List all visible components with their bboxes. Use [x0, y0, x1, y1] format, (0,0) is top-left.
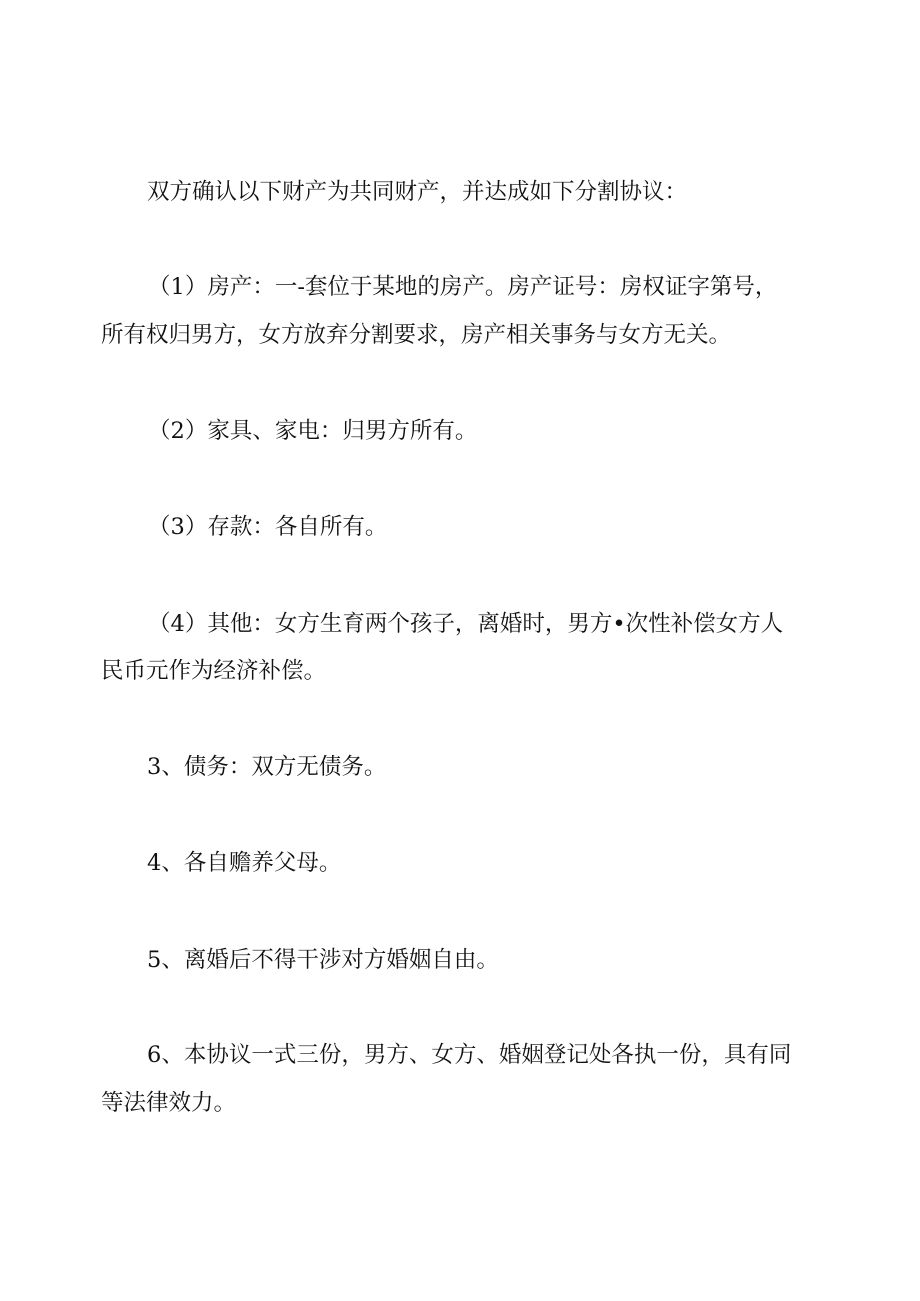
- clause-marriage-freedom: 5、离婚后不得干涉对方婚姻自由。: [147, 947, 499, 973]
- clause-savings: （3）存款：各自所有。: [148, 514, 388, 540]
- clause-furniture: （2）家具、家电：归男方所有。: [148, 418, 478, 444]
- clause-property-line-2: 所有权归男方，女方放弃分割要求，房产相关事务与女方无关。: [101, 322, 732, 348]
- clause-copies-line-2: 等法律效力。: [101, 1090, 237, 1116]
- clause-other-line-1: （4）其他：女方生育两个孩子，离婚时，男方•次性补偿女方人: [148, 611, 784, 637]
- intro-paragraph: 双方确认以下财产为共同财产，并达成如下分割协议：: [147, 179, 688, 205]
- clause-debts: 3、债务：双方无债务。: [147, 754, 387, 780]
- clause-copies-line-1: 6、本协议一式三份，男方、女方、婚姻登记处各执一份，具有同: [147, 1042, 792, 1068]
- clause-other-line-2: 民币元作为经济补偿。: [101, 658, 327, 684]
- clause-parents: 4、各自赡养父母。: [147, 850, 342, 876]
- clause-property-line-1: （1）房产：一-套位于某地的房产。房产证号：房权证字第号，: [148, 274, 778, 300]
